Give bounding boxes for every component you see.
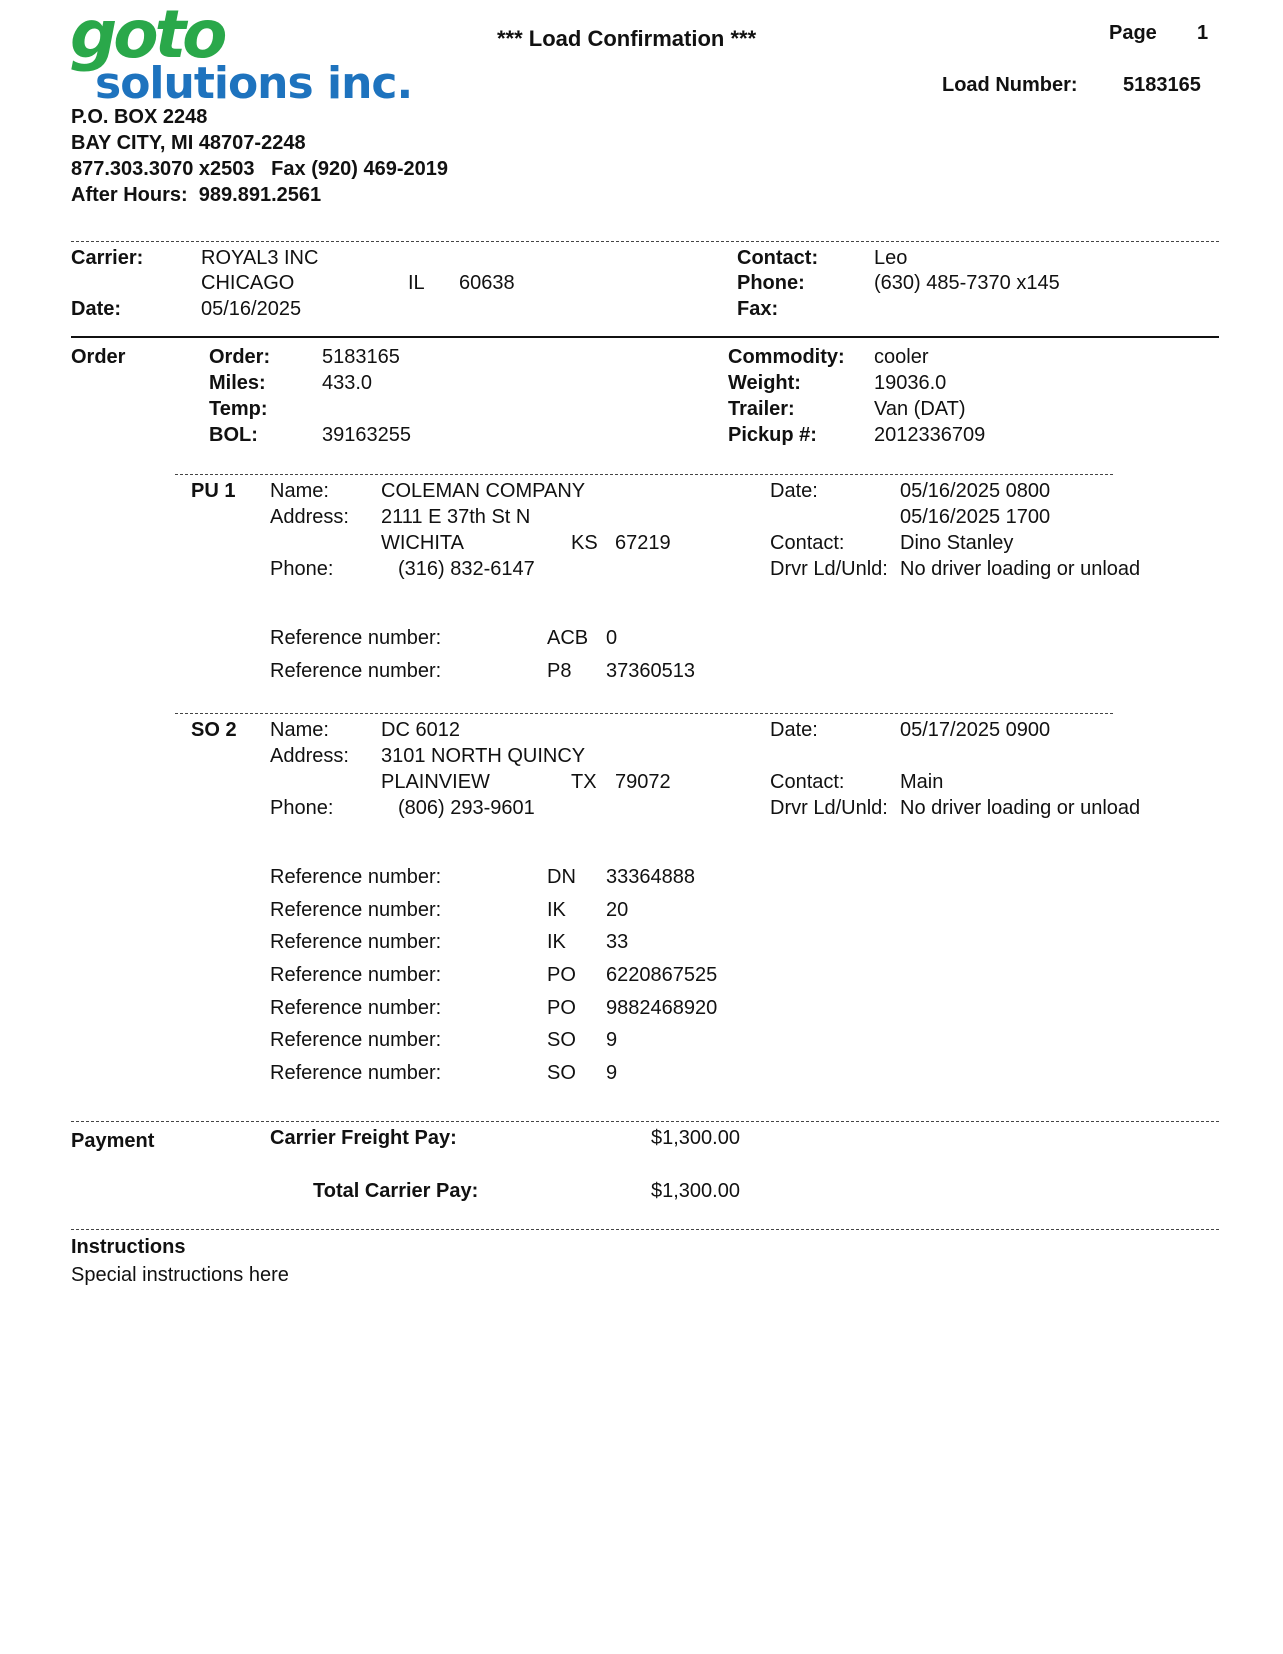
divider	[71, 1121, 1219, 1122]
reference-label: Reference number:	[270, 1029, 442, 1051]
order-value: 5183165	[322, 346, 400, 368]
phone-label: Phone:	[737, 272, 805, 294]
stop-driver-value: No driver loading or unload	[900, 797, 1141, 819]
divider	[175, 474, 1113, 475]
stop-driver-label: Drvr Ld/Unld:	[770, 797, 888, 819]
instructions-heading: Instructions	[71, 1236, 186, 1258]
order-label: Order:	[209, 346, 271, 368]
commodity-value: cooler	[874, 346, 929, 368]
reference-type: DN	[547, 866, 576, 888]
reference-label: Reference number:	[270, 899, 442, 921]
stop-address-label: Address:	[270, 506, 349, 528]
stop-date-label: Date:	[770, 480, 818, 502]
reference-label: Reference number:	[270, 997, 442, 1019]
trailer-value: Van (DAT)	[874, 398, 966, 420]
stop-driver-value: No driver loading or unload	[900, 558, 1141, 580]
divider	[175, 713, 1113, 714]
bol-label: BOL:	[209, 424, 258, 446]
trailer-label: Trailer:	[728, 398, 795, 420]
stop-zip: 67219	[615, 532, 671, 554]
carrier-city: CHICAGO	[201, 272, 295, 294]
reference-value: 6220867525	[606, 964, 718, 986]
divider	[71, 1229, 1219, 1230]
stop-state: KS	[571, 532, 598, 554]
stop-zip: 79072	[615, 771, 671, 793]
stop-date-start: 05/16/2025 0800	[900, 480, 1051, 502]
logo-solutions-text: solutions inc.	[95, 58, 413, 109]
stop-phone: (806) 293-9601	[398, 797, 535, 819]
company-after-hours: After Hours: 989.891.2561	[71, 184, 322, 206]
carrier-zip: 60638	[459, 272, 515, 294]
pickup-label: Pickup #:	[728, 424, 817, 446]
divider	[71, 241, 1219, 242]
bol-value: 39163255	[322, 424, 411, 446]
contact-label: Contact:	[737, 247, 819, 269]
stop-street: 3101 NORTH QUINCY	[381, 745, 586, 767]
stop-city: PLAINVIEW	[381, 771, 490, 793]
pickup-value: 2012336709	[874, 424, 986, 446]
freight-pay-label: Carrier Freight Pay:	[270, 1127, 457, 1149]
stop-code: PU 1	[191, 480, 236, 502]
stop-address-label: Address:	[270, 745, 349, 767]
reference-label: Reference number:	[270, 660, 442, 682]
company-phone-fax: 877.303.3070 x2503 Fax (920) 469-2019	[71, 158, 448, 180]
reference-label: Reference number:	[270, 627, 442, 649]
carrier-name: ROYAL3 INC	[201, 247, 319, 269]
reference-type: IK	[547, 899, 566, 921]
load-number-label: Load Number:	[942, 74, 1078, 96]
stop-phone: (316) 832-6147	[398, 558, 535, 580]
stop-state: TX	[571, 771, 597, 793]
document-title: *** Load Confirmation ***	[497, 26, 757, 51]
payment-section-label: Payment	[71, 1130, 155, 1152]
stop-name: DC 6012	[381, 719, 460, 741]
fax-label: Fax:	[737, 298, 779, 320]
reference-type: PO	[547, 997, 576, 1019]
stop-name: COLEMAN COMPANY	[381, 480, 586, 502]
reference-value: 33364888	[606, 866, 695, 888]
reference-value: 9882468920	[606, 997, 718, 1019]
page-number: 1	[1197, 22, 1209, 44]
carrier-label: Carrier:	[71, 247, 144, 269]
reference-type: SO	[547, 1029, 576, 1051]
stop-date-label: Date:	[770, 719, 818, 741]
reference-label: Reference number:	[270, 931, 442, 953]
order-section-label: Order	[71, 346, 126, 368]
miles-label: Miles:	[209, 372, 266, 394]
reference-value: 33	[606, 931, 629, 953]
reference-value: 9	[606, 1029, 618, 1051]
stop-code: SO 2	[191, 719, 237, 741]
reference-label: Reference number:	[270, 1062, 442, 1084]
total-pay-value: $1,300.00	[651, 1180, 740, 1202]
carrier-date: 05/16/2025	[201, 298, 302, 320]
carrier-state: IL	[408, 272, 425, 294]
stop-contact: Dino Stanley	[900, 532, 1014, 554]
temp-label: Temp:	[209, 398, 268, 420]
stop-contact: Main	[900, 771, 944, 793]
stop-street: 2111 E 37th St N	[381, 506, 531, 528]
stop-date-start: 05/17/2025 0900	[900, 719, 1051, 741]
reference-type: ACB	[547, 627, 589, 649]
carrier-phone: (630) 485-7370 x145	[874, 272, 1060, 294]
reference-label: Reference number:	[270, 964, 442, 986]
reference-type: PO	[547, 964, 576, 986]
load-number-value: 5183165	[1123, 74, 1201, 96]
reference-value: 37360513	[606, 660, 695, 682]
stop-date-end: 05/16/2025 1700	[900, 506, 1051, 528]
stop-driver-label: Drvr Ld/Unld:	[770, 558, 888, 580]
stop-name-label: Name:	[270, 480, 329, 502]
miles-value: 433.0	[322, 372, 373, 394]
instructions-text: Special instructions here	[71, 1264, 289, 1286]
company-address-line-2: BAY CITY, MI 48707-2248	[71, 132, 306, 154]
divider	[71, 336, 1219, 338]
reference-type: IK	[547, 931, 566, 953]
reference-value: 20	[606, 899, 629, 921]
reference-type: SO	[547, 1062, 576, 1084]
reference-label: Reference number:	[270, 866, 442, 888]
weight-value: 19036.0	[874, 372, 947, 394]
weight-label: Weight:	[728, 372, 801, 394]
stop-phone-label: Phone:	[270, 797, 334, 819]
stop-name-label: Name:	[270, 719, 329, 741]
page-label: Page	[1109, 22, 1157, 44]
total-pay-label: Total Carrier Pay:	[313, 1180, 479, 1202]
stop-contact-label: Contact:	[770, 532, 845, 554]
stop-contact-label: Contact:	[770, 771, 845, 793]
reference-value: 9	[606, 1062, 618, 1084]
stop-phone-label: Phone:	[270, 558, 334, 580]
stop-city: WICHITA	[381, 532, 464, 554]
date-label: Date:	[71, 298, 122, 320]
logo-goto-text: goto	[70, 0, 224, 73]
commodity-label: Commodity:	[728, 346, 845, 368]
carrier-contact: Leo	[874, 247, 908, 269]
reference-type: P8	[547, 660, 572, 682]
reference-value: 0	[606, 627, 618, 649]
company-address-line-1: P.O. BOX 2248	[71, 106, 208, 128]
freight-pay-value: $1,300.00	[651, 1127, 740, 1149]
